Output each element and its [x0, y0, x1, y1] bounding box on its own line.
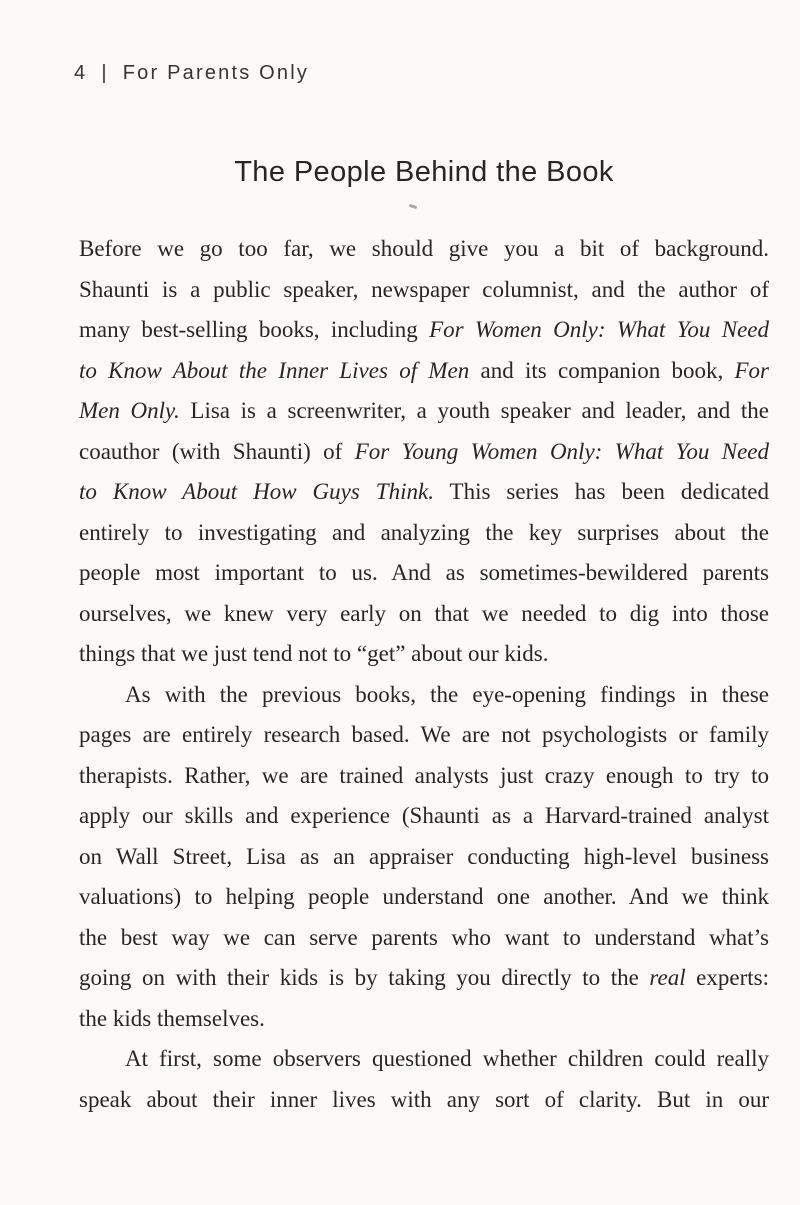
page-number: 4 [74, 62, 88, 84]
text-run: people most important to us. And as sometimes-bewildered parents [79, 560, 769, 585]
text-line [79, 594, 769, 635]
italic-text: to Know About the Inner Lives of Men [79, 357, 470, 383]
text-run: Before we go too far, we should give you a bit of background. [79, 236, 769, 261]
text-line [79, 229, 769, 270]
text-run: the kids themselves. [79, 1005, 265, 1031]
italic-text: to Know About How Guys Think. [79, 479, 434, 504]
text-run: therapists. Rather, we are trained analysts just crazy enough to try to [79, 762, 769, 788]
text-run: ourselves, we knew very early on that we needed to dig into those [79, 600, 769, 626]
section-title: The People Behind the Book [234, 156, 614, 188]
text-line [79, 756, 769, 797]
text-line [79, 432, 769, 473]
text-run: pages are entirely research based. We are not psychologists or family [79, 722, 769, 747]
text-run: things that we just tend not to “get” about our kids. [79, 641, 549, 666]
text-line [79, 675, 769, 716]
text-line [79, 999, 769, 1040]
text-line [79, 796, 769, 837]
print-speck [409, 204, 418, 209]
text-run: coauthor (with Shaunti) of [79, 438, 355, 464]
text-line [79, 1080, 769, 1121]
text-run: experts: [685, 965, 769, 990]
italic-text: For Young Women Only: What You Need [354, 438, 769, 464]
book-title: For Parents Only [122, 62, 310, 84]
text-line [79, 391, 769, 432]
text-run: At first, some observers questioned whether children could really [125, 1046, 769, 1071]
text-line [79, 634, 769, 675]
running-head-separator: | [101, 62, 109, 84]
text-run: valuations) to helping people understand one another. And we think [79, 884, 769, 909]
text-line [79, 472, 769, 513]
italic-text: For Women Only: What You Need [429, 317, 769, 342]
body-text [79, 229, 769, 1120]
text-run: apply our skills and experience (Shaunti as a Harvard-trained analyst [79, 803, 769, 828]
text-line [79, 877, 769, 918]
text-run: many best-selling books, including [79, 317, 430, 342]
text-run: This series has been dedicated [433, 479, 769, 504]
text-line [79, 553, 769, 594]
text-run: Shaunti is a public speaker, newspaper columnist, and the author of [79, 276, 769, 302]
text-run: entirely to investigating and analyzing the key surprises about the [79, 519, 769, 545]
text-line [79, 918, 769, 959]
text-run: speak about their inner lives with any sort of clarity. But in our [79, 1086, 769, 1112]
text-run: the best way we can serve parents who want to understand what’s [79, 924, 769, 950]
italic-text: Men Only. [79, 398, 180, 423]
text-line [79, 310, 769, 351]
italic-text: real [649, 965, 686, 990]
running-head [74, 62, 309, 85]
text-run: on Wall Street, Lisa as an appraiser conducting high-level business [79, 843, 769, 869]
text-line [79, 270, 769, 311]
italic-text: For [734, 357, 769, 383]
text-run: going on with their kids is by taking you directly to the [79, 965, 650, 990]
text-line [79, 837, 769, 878]
text-line [79, 513, 769, 554]
text-line [79, 351, 769, 392]
text-run: Lisa is a screenwriter, a youth speaker and leader, and the [179, 398, 770, 423]
text-line [79, 715, 769, 756]
text-line [79, 1039, 769, 1080]
text-run: As with the previous books, the eye-opening findings in these [125, 681, 769, 707]
text-line [79, 958, 769, 999]
text-run: and its companion book, [469, 357, 735, 383]
